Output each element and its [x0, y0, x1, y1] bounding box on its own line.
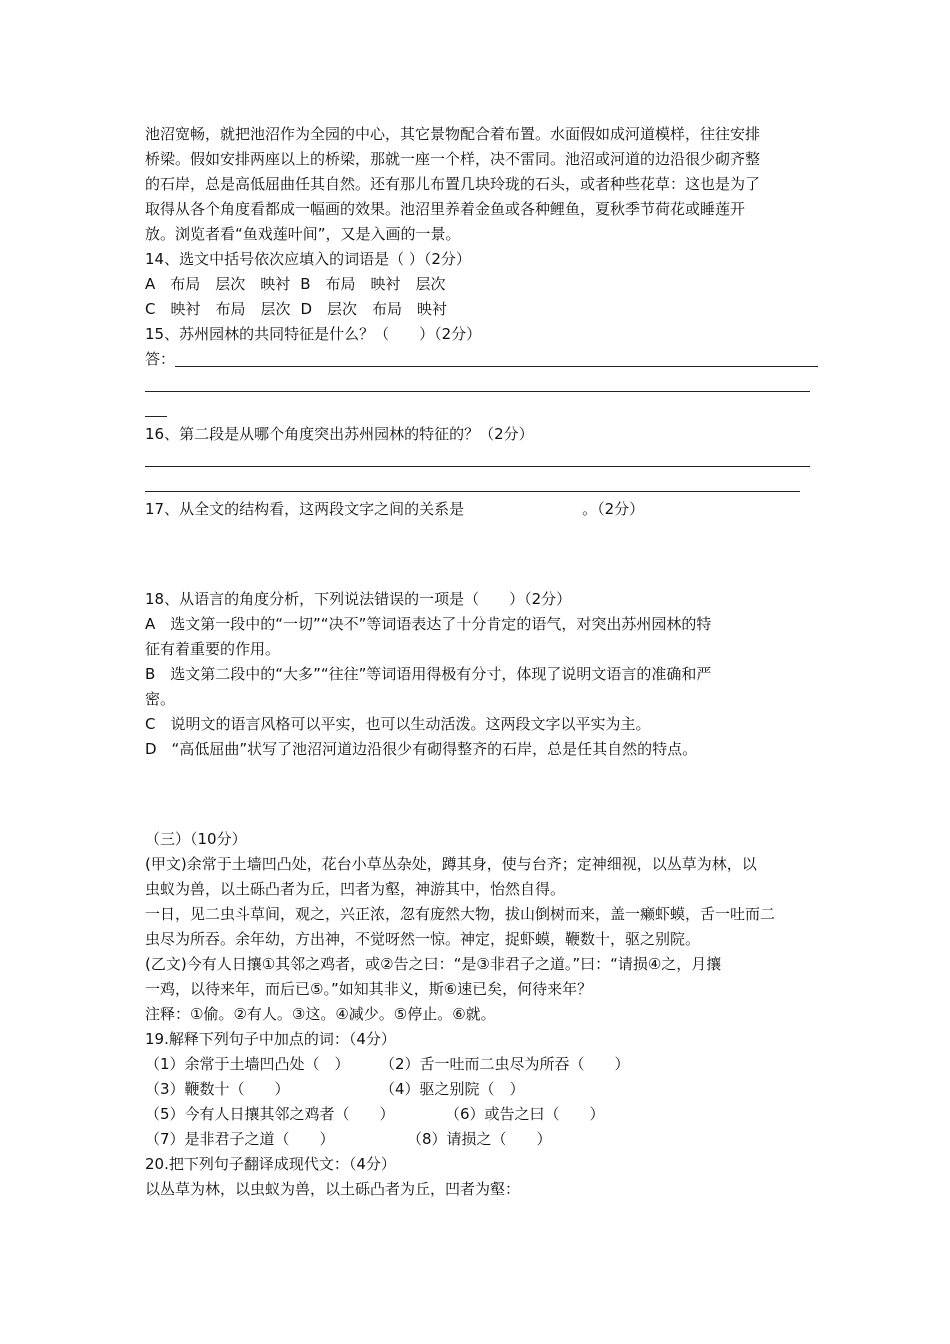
passage-line: 池沼宽畅，就把池沼作为全园的中心，其它景物配合着布置。水面假如成河道模样，往往安排	[145, 125, 761, 143]
classical-text-line: 一日，见二虫斗草间，观之，兴正浓，忽有庞然大物，拔山倒树而来，盖一癞虾蟆，舌一吐而二	[145, 905, 776, 923]
classical-text-line: (甲文)余常于土墙凹凸处，花台小草丛杂处，蹲其身，使与台齐；定神细视，以丛草为林，以	[145, 855, 757, 873]
q19-item: （3）鞭数十（ ）	[145, 1080, 290, 1098]
q18-option-line: B 选文第二段中的“大多”“往往”等词语用得极有分寸，体现了说明文语言的准确和严	[145, 665, 712, 683]
q19-row	[145, 1052, 810, 1077]
q14-option-a: A 布局 层次 映衬	[145, 275, 291, 293]
passage-line: 放。浏览者看“鱼戏莲叶间”，又是入画的一景。	[145, 225, 461, 243]
q19-item: （7）是非君子之道（ ）	[145, 1130, 335, 1148]
q18-option-line: D “高低屈曲”状写了池沼河道边沿很少有砌得整齐的石岸，总是任其自然的特点。	[145, 740, 698, 758]
spacer	[145, 572, 810, 587]
q14-options-row-2	[145, 297, 810, 322]
question-17	[145, 497, 810, 522]
classical-text-line: 虫尽为所吞。余年幼，方出神，不觉呀然一惊。神定，捉虾蟆，鞭数十，驱之别院。	[145, 930, 701, 948]
q19-item: （6）或告之曰（ ）	[445, 1105, 605, 1123]
q16-answer-line-2[interactable]	[145, 472, 800, 497]
question-20: 20.把下列句子翻译成现代文：（4分）	[145, 1155, 396, 1173]
q17-score: 。（2分）	[582, 500, 645, 518]
q18-option-line: A 选文第一段中的“一切”“决不”等词语表达了十分肯定的语气，对突出苏州园林的特	[145, 615, 712, 633]
q19-row	[145, 1077, 810, 1102]
q19-item: （5）今有人日攘其邻之鸡者（ ）	[145, 1105, 395, 1123]
q15-answer-line-2[interactable]	[145, 372, 810, 397]
question-16: 16、第二段是从哪个角度突出苏州园林的特征的？（2分）	[145, 425, 534, 443]
q19-item: （1）余常于土墙凹凸处（ ）	[145, 1055, 350, 1073]
q19-item: （2）舌一吐而二虫尽为所吞（ ）	[380, 1055, 630, 1073]
q18-option-line: C 说明文的语言风格可以平实，也可以生动活泼。这两段文字以平实为主。	[145, 715, 651, 733]
classical-text-line: 一鸡，以待来年，而后已⑤。”如知其非义，斯⑥速已矣，何待来年？	[145, 980, 593, 998]
q19-item: （8）请损之（ ）	[407, 1130, 552, 1148]
passage-line: 的石岸，总是高低屈曲任其自然。还有那儿布置几块玲珑的石头，或者种些花草：这也是为了	[145, 175, 761, 193]
passage-line: 取得从各个角度看都成一幅画的效果。池沼里养着金鱼或各种鲤鱼，夏秋季节荷花或睡莲开	[145, 200, 746, 218]
q18-option-line: 密。	[145, 690, 176, 708]
question-18: 18、从语言的角度分析，下列说法错误的一项是（ ）（2分）	[145, 590, 572, 608]
q15-answer-line-3[interactable]	[145, 397, 167, 422]
q19-item: （4）驱之别院（ ）	[380, 1080, 525, 1098]
q14-option-b: B 布局 映衬 层次	[300, 275, 446, 293]
q17-text: 17、从全文的结构看，这两段文字之间的关系是	[145, 500, 465, 518]
spacer	[145, 762, 810, 812]
q15-answer-label: 答：	[145, 350, 176, 368]
question-15: 15、苏州园林的共同特征是什么？（ ）（2分）	[145, 325, 482, 343]
question-19: 19.解释下列句子中加点的词：（4分）	[145, 1030, 396, 1048]
q19-row	[145, 1127, 810, 1152]
question-14: 14、选文中括号依次应填入的词语是（ ）（2分）	[145, 250, 471, 268]
classical-text-line: (乙文)今有人日攘①其邻之鸡者，或②告之曰：“是③非君子之道。”曰：“请损④之，月攘	[145, 955, 722, 973]
q16-answer-line[interactable]	[145, 447, 810, 472]
q20-sentence: 以丛草为林，以虫蚁为兽，以土砾凸者为丘，凹者为壑：	[145, 1180, 521, 1198]
section-3-heading: （三）（10分）	[145, 830, 247, 848]
spacer	[145, 812, 810, 827]
document-content	[145, 122, 810, 1202]
q14-options-row-1	[145, 272, 810, 297]
passage	[145, 122, 810, 247]
q15-answer-line[interactable]	[175, 347, 810, 372]
q14-option-d: D 层次 布局 映衬	[300, 300, 448, 318]
q19-row	[145, 1102, 810, 1127]
annotation-line: 注释：①偷。②有人。③这。④减少。⑤停止。⑥就。	[145, 1005, 496, 1023]
q15-answer-row[interactable]	[145, 347, 810, 372]
q18-option-line: 征有着重要的作用。	[145, 640, 281, 658]
spacer	[145, 522, 810, 572]
q14-option-c: C 映衬 布局 层次	[145, 300, 291, 318]
passage-line: 桥梁。假如安排两座以上的桥梁，那就一座一个样，决不雷同。池沼或河道的边沿很少砌齐整	[145, 150, 761, 168]
classical-text-line: 虫蚁为兽，以土砾凸者为丘，凹者为壑，神游其中，怡然自得。	[145, 880, 566, 898]
